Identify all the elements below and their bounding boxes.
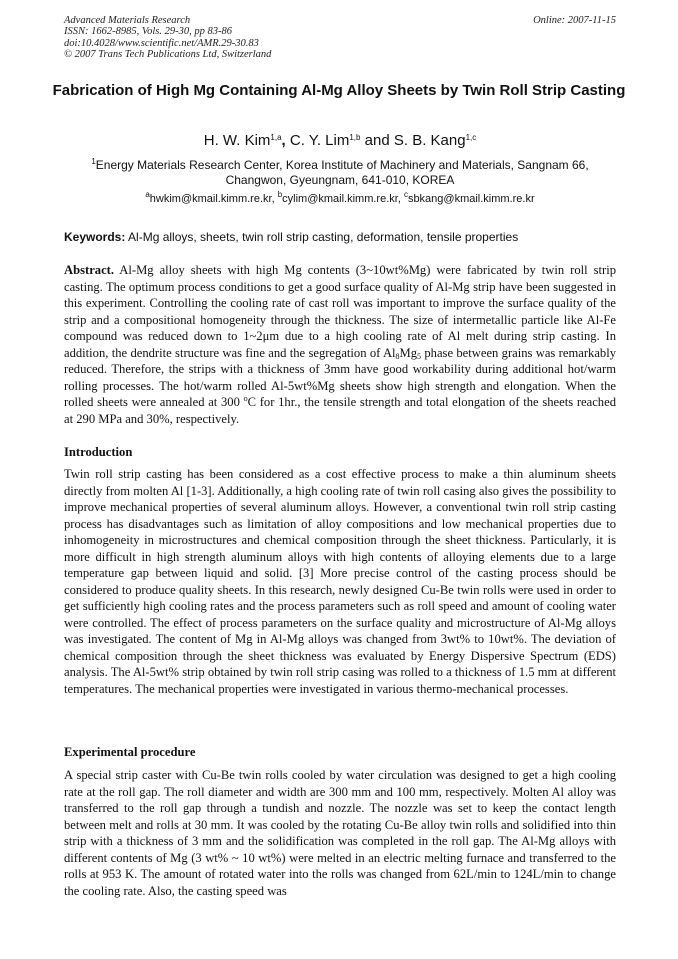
abstract-text: Mg: [399, 345, 418, 360]
journal-header: [64, 15, 616, 60]
keywords: [64, 230, 616, 245]
introduction-text: Twin roll strip casting has been considered as a cost effective process to make a thin aluminum sheets directly from molten Al [1-3]. Additionally, a high cooling rate of twin roll casing also gives the possibility to improve mechanical properties of several aluminum alloys. However, a conventional twin roll strip casting process has disadvantages such as limitation of alloy compositions and low mechanical properties due to inhomogeneity in microstructures and chemical composition through the sheet thickness. Particularly, it is more difficult in high strength aluminum alloys with high contents of alloying elements due to a large temperature gap between liquid and solid. [3] More precise control of the casting process should be considered to produce quality sheets. In this research, newly designed Cu-Be twin rolls were used in order to get sufficiently high cooling rates and the process parameters such as roll speed and amount of cooling water were controlled. The effect of process parameters on the surface quality and microstructure of Al-Mg alloys was investigated. The content of Mg in Al-Mg alloys was changed from 3wt% to 10wt%. The deviation of chemical composition through the sheet thickness was evaluated by Energy Dispersive Spectrum (EDS) analysis. The Al-5wt% strip obtained by twin roll strip casing was rolled to a thickness of 1.5 mm at different temperatures. The mechanical properties were investigated in various thermo-mechanical processes.: [64, 467, 616, 696]
section-heading-experimental: Experimental procedure: [64, 745, 196, 759]
author-name: H. W. Kim: [203, 132, 271, 149]
author-affil-mark: 1,b: [349, 133, 361, 142]
affiliation-line: Energy Materials Research Center, Korea Institute of Machinery and Materials, Sangnam 66,: [95, 158, 589, 172]
email-link[interactable]: hwkim@kmail.kimm.re.kr,: [149, 193, 278, 205]
email-mark: a: [145, 190, 150, 199]
affiliation-line: Changwon, Gyeungnam, 641-010, KOREA: [225, 173, 455, 187]
abstract-label: Abstract.: [64, 263, 115, 277]
subscript: 8: [395, 351, 400, 361]
abstract-text: phase between grains was remarkably reduced. Therefore, the strips with a thickness of 3mm have good workability during additional hot/warm rolling processes. The hot/warm rolled Al-5wt%Mg sheets show high strength and elongation. When the rolled sheets were annealed at 300: [64, 345, 616, 409]
online-date: Online: 2007-11-15: [533, 15, 616, 26]
section-heading-introduction: Introduction: [64, 445, 133, 459]
keywords-text: Al-Mg alloys, sheets, twin roll strip casting, deformation, tensile properties: [125, 230, 519, 244]
author-list: [64, 132, 616, 150]
author-name: C. Y. Lim: [289, 132, 350, 149]
keywords-label: Keywords:: [64, 230, 126, 244]
email-link[interactable]: cylim@kmail.kimm.re.kr,: [282, 193, 404, 205]
doi-line: doi:10.4028/www.scientific.net/AMR.29-30.83: [64, 37, 259, 49]
copyright-line: © 2007 Trans Tech Publications Ltd, Switzerland: [64, 48, 272, 60]
author-affil-mark: 1,a: [270, 133, 282, 142]
author-separator: and: [360, 132, 394, 149]
author-emails: [64, 192, 616, 206]
affil-mark: 1: [91, 157, 96, 166]
abstract-text: Al-Mg alloy sheets with high Mg contents (3~10wt%Mg) were fabricated by twin roll strip casting. The optimum process conditions to get a good surface quality of Al-Mg strip have been suggested in this experiment. Controlling the cooling rate of cast roll was important to improve the surface quality of the strip and a compositional homogeneity through the thickness. The size of intermetallic particle like Al-Fe compound was reduced down to 1~2μm due to a high cooling rate of Al melt during strip casting. In addition, the dendrite structure was fine and the segregation of Al: [64, 263, 616, 360]
author-name: S. B. Kang: [393, 132, 466, 149]
experimental-text: A special strip caster with Cu-Be twin rolls cooled by water circulation was designed to get a high cooling rate at the roll gap. The roll diameter and width are 300 mm and 100 mm, respectively. Molten Al alloy was transferred to the roll gap through a tundish and nozzle. The nozzle was set to keep the contact length between melt and rolls at 30 mm. It was cooled by the rotating Cu-Be alloy twin rolls and solidified into thin strip with a thickness of 3 mm and the solidification was completed in the roll gap. The Al-Mg alloys with different contents of Mg (3 wt% ~ 10 wt%) were melted in an electric melting furnace and transferred to the rolls at 953 K. The amount of rotated water into the rolls was changed from 62L/min to 124L/min to change the cooling rate. Also, the casting speed was: [64, 768, 616, 898]
affiliation: [64, 158, 616, 188]
subscript: 5: [417, 351, 422, 361]
issn-line: ISSN: 1662-8985, Vols. 29-30, pp 83-86: [64, 26, 232, 38]
paper-title: Fabrication of High Mg Containing Al-Mg Alloy Sheets by Twin Roll Strip Casting: [52, 82, 626, 99]
degree-mark: o: [243, 394, 248, 403]
abstract-text: C for 1hr., the tensile strength and total elongation of the sheets reached at 290 MPa and 30%, respectively.: [64, 395, 616, 426]
author-affil-mark: 1,c: [465, 133, 477, 142]
email-mark: c: [403, 190, 408, 199]
abstract: [64, 262, 616, 427]
email-link[interactable]: sbkang@kmail.kimm.re.kr: [407, 193, 535, 205]
email-mark: b: [277, 190, 283, 199]
author-separator: ,: [281, 132, 290, 149]
journal-name: Advanced Materials Research: [64, 15, 191, 26]
